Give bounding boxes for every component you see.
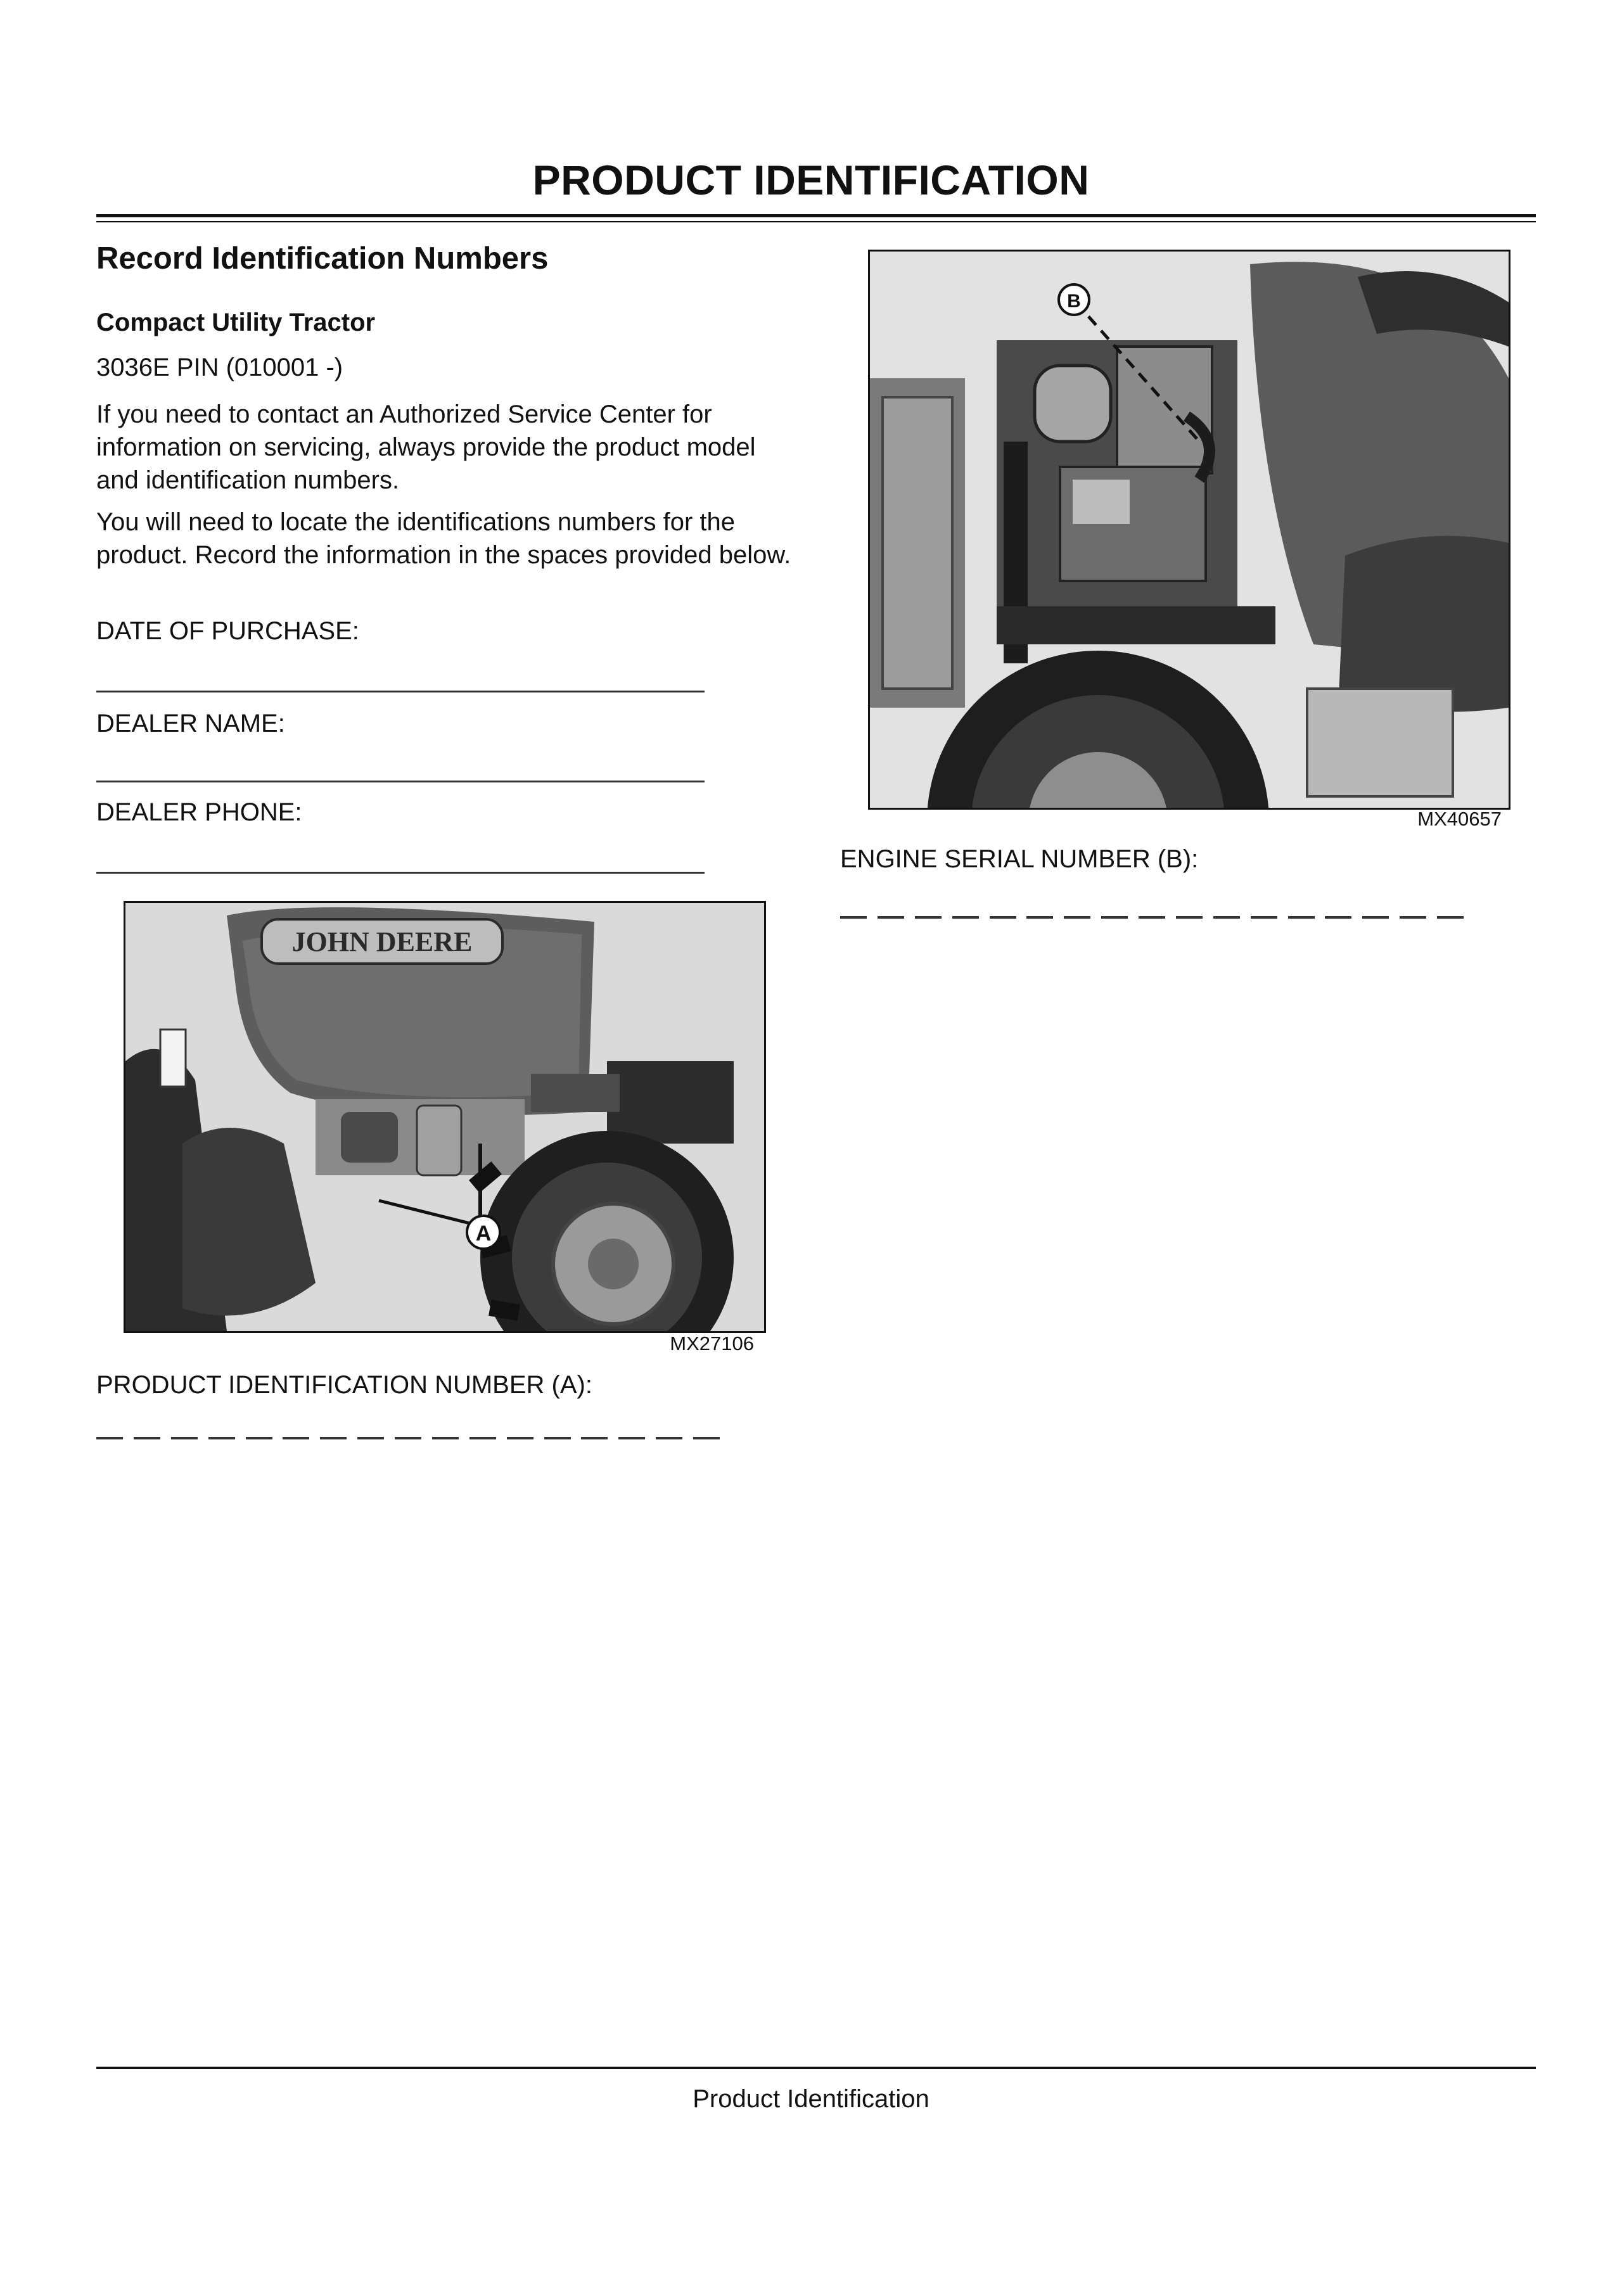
section-heading: Record Identification Numbers xyxy=(96,241,549,276)
locate-paragraph: You will need to locate the identifications numbers for the product. Record the information in the spaces provided below. xyxy=(96,508,791,569)
pin-number-blank[interactable] xyxy=(96,1437,720,1439)
footer-label: Product Identification xyxy=(693,2085,929,2113)
pin-range-text: 3036E PIN (010001 -) xyxy=(96,354,343,381)
callout-b: B xyxy=(1067,291,1081,312)
header-rule-thick xyxy=(96,214,1536,217)
dealer-phone-line[interactable] xyxy=(96,872,705,874)
date-of-purchase-line[interactable] xyxy=(96,691,705,692)
tractor-engine-illustration xyxy=(870,252,1509,808)
pin-location-figure xyxy=(124,901,766,1333)
dealer-name-label: DEALER NAME: xyxy=(96,710,285,737)
footer-rule xyxy=(96,2067,1536,2069)
dealer-phone-label: DEALER PHONE: xyxy=(96,798,302,826)
pin-number-label: PRODUCT IDENTIFICATION NUMBER (A): xyxy=(96,1371,592,1399)
engine-serial-figure xyxy=(868,250,1510,810)
tractor-front-illustration xyxy=(125,903,764,1331)
date-of-purchase-label: DATE OF PURCHASE: xyxy=(96,617,359,645)
page-title: PRODUCT IDENTIFICATION xyxy=(532,156,1090,203)
john-deere-logo: JOHN DEERE xyxy=(291,926,473,957)
figure-code-right: MX40657 xyxy=(1417,808,1502,830)
sub-heading: Compact Utility Tractor xyxy=(96,309,376,336)
dealer-name-line[interactable] xyxy=(96,781,705,782)
figure-code-left: MX27106 xyxy=(670,1332,754,1355)
contact-paragraph: If you need to contact an Authorized Service Center for information on servicing, always provide the product model and identification numbers. xyxy=(96,400,756,494)
engine-serial-label: ENGINE SERIAL NUMBER (B): xyxy=(840,845,1199,873)
header-rule-thin xyxy=(96,221,1536,222)
engine-serial-blank[interactable] xyxy=(840,916,1464,919)
callout-a: A xyxy=(475,1221,492,1246)
